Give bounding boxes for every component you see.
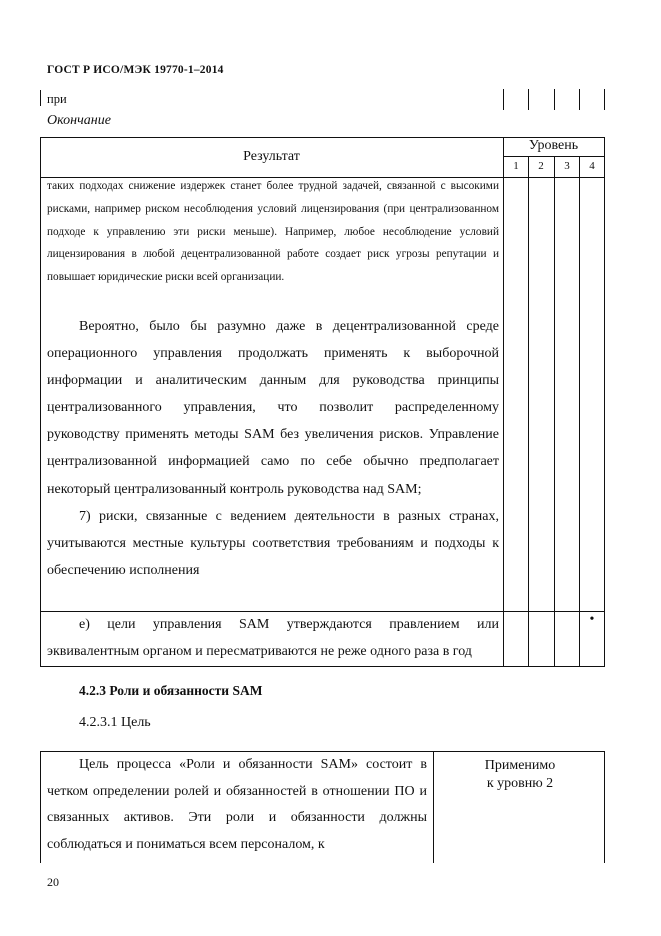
page-number: 20 xyxy=(47,875,59,889)
level-header: Уровень xyxy=(528,138,579,153)
level-3-header: 3 xyxy=(564,160,570,172)
applicability: Применимо к уровню 2 xyxy=(484,758,556,791)
document-header: ГОСТ Р ИСО/МЭК 19770-1–2014 xyxy=(47,64,224,76)
table-right-border xyxy=(604,137,605,667)
result-paragraph-2: 7) риски, связанные с ведением деятельности в разных странах, учитываются местные культуры соответствия требованиям и подходы к обеспечению исполнения xyxy=(47,508,499,578)
level-col-border xyxy=(579,156,580,667)
goal-table-left-border xyxy=(40,751,41,863)
continuation-label: Окончание xyxy=(47,113,111,128)
result-header: Результат xyxy=(243,149,300,164)
level-col-border xyxy=(554,156,555,667)
result-small-text: таких подходах снижение издержек станет более трудной задачей, связанной с высокими рисками, например риском несоблюдения условий лицензирования (при централизованном подходе к управлению эти риски меньше). Например, любое несоблюдение условий лицензирования в любой децентрализованной работе создает риск угрозы репутации и повышает юридические риски всей организации. xyxy=(47,180,499,284)
carryover-word: при xyxy=(47,92,67,106)
pri-col-line xyxy=(528,89,529,110)
goal-table-right-border xyxy=(604,751,605,863)
level-4-mark: • xyxy=(589,612,595,627)
section-heading: 4.2.3 Роли и обязанности SAM xyxy=(79,683,263,698)
pri-col-line xyxy=(503,89,504,110)
goal-text: Цель процесса «Роли и обязанности SAM» состоит в четком определении ролей и обязанностей в отношении ПО и связанных активов. Эти роли и обязанности должны соблюдаться и пониматься всем персоналом, к xyxy=(47,757,427,853)
goal-table-mid-border xyxy=(433,751,434,863)
pri-col-line xyxy=(579,89,580,110)
pri-col-line xyxy=(604,89,605,110)
result-paragraphs xyxy=(47,313,499,584)
level-1-header: 1 xyxy=(513,160,519,172)
pri-col-line xyxy=(554,89,555,110)
result-col-border xyxy=(503,137,504,667)
row2-text: е) цели управления SAM утверждаются правлением или эквивалентным органом и пересматриваются не реже одного раза в год xyxy=(47,617,499,659)
result-paragraph-1: Вероятно, было бы разумно даже в децентрализованной среде операционного управления продолжать применять к выборочной информации и аналитическим данным для руководства принципы централизованного управления, что позволит распределенному руководству применять методы SAM без увеличения рисков. Управление централизованной информацией само по себе обычно предполагает некоторый централизованный контроль руководства над SAM; xyxy=(47,319,499,497)
pri-left-border xyxy=(40,90,41,106)
table-bottom-border xyxy=(40,666,605,667)
level-2-header: 2 xyxy=(538,160,544,172)
table-left-border xyxy=(40,137,41,667)
level-col-border xyxy=(528,156,529,667)
level-4-header: 4 xyxy=(589,160,595,172)
subsection-heading: 4.2.3.1 Цель xyxy=(79,715,151,730)
